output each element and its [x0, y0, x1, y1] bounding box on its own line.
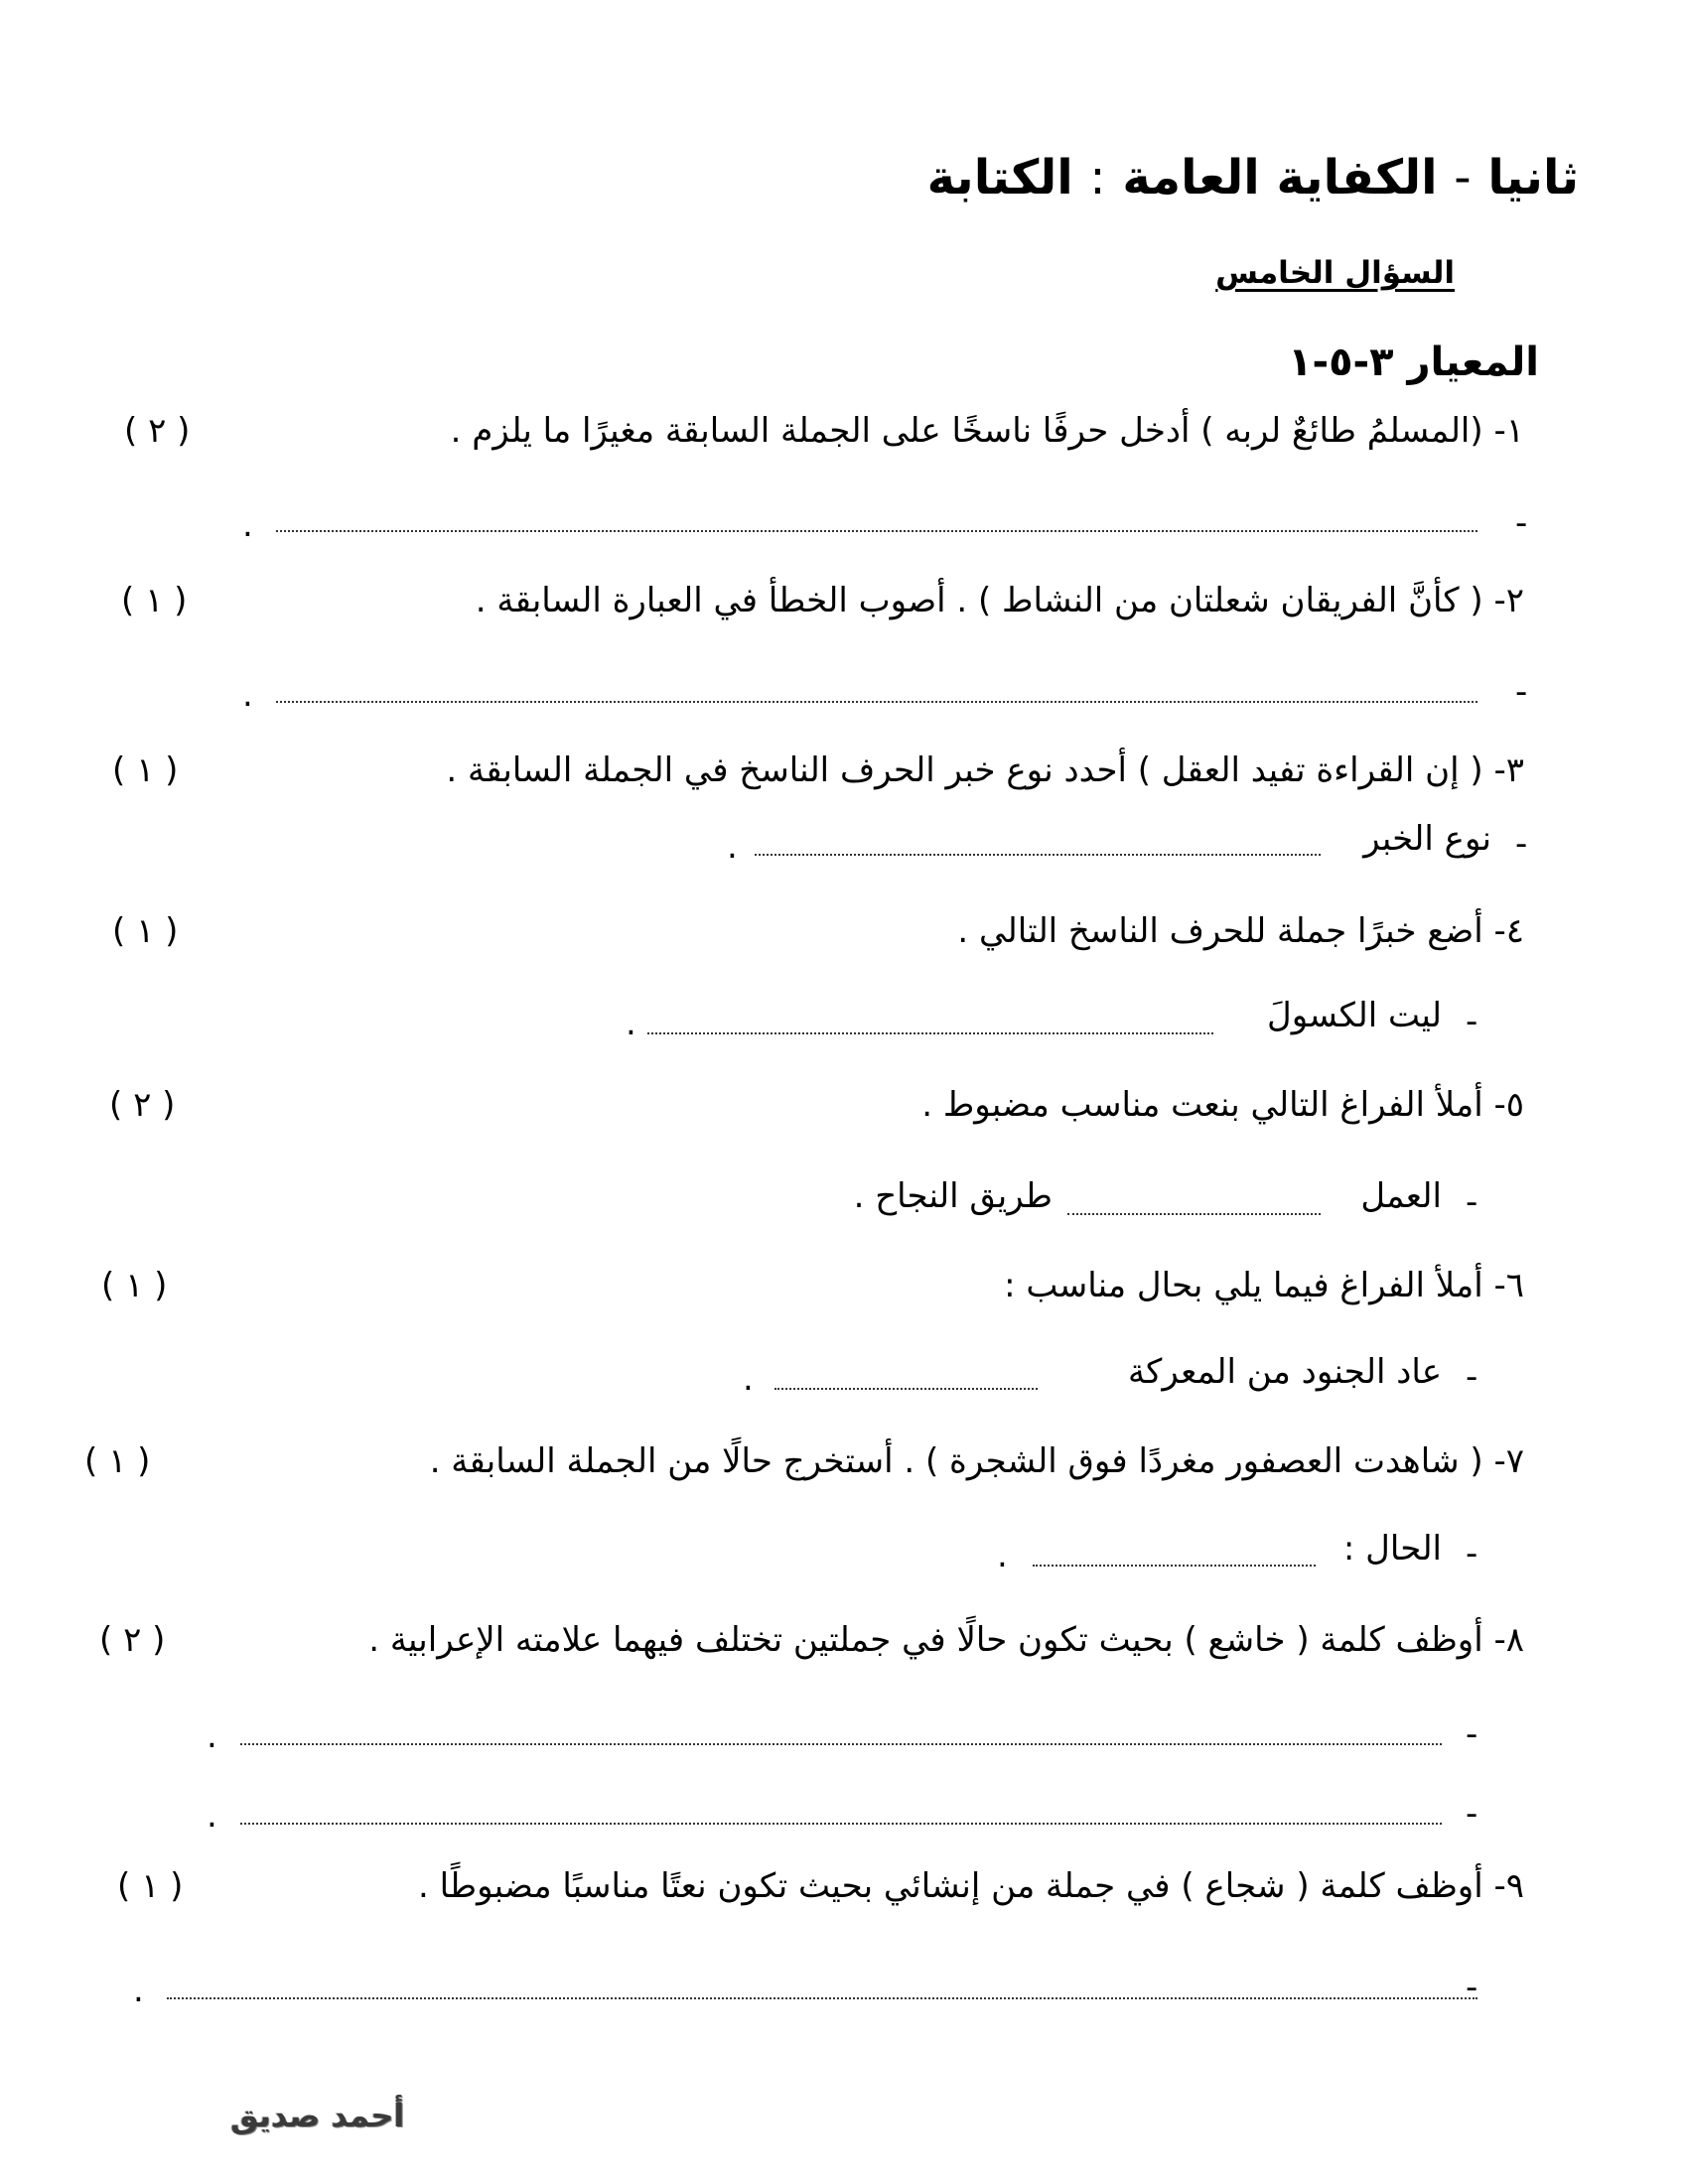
question-8-mark: ( ٢ ): [99, 1620, 166, 1660]
answer-8b-period: .: [207, 1796, 217, 1836]
answer-8b-dash: -: [1466, 1794, 1478, 1834]
question-2-mark: ( ١ ): [121, 581, 188, 620]
criterion-label: المعيار ٣-٥-١: [1288, 340, 1539, 385]
answer-7-line[interactable]: [1033, 1565, 1316, 1567]
answer-3-period: .: [727, 827, 738, 867]
question-9-mark: ( ١ ): [117, 1866, 184, 1906]
answer-6-label: عاد الجنود من المعركة: [1127, 1352, 1442, 1392]
answer-9-dash: -: [1466, 1968, 1478, 2007]
answer-5-dash: -: [1466, 1182, 1478, 1222]
answer-1-dash: -: [1515, 503, 1528, 543]
answer-1-period: .: [242, 505, 253, 545]
title-part: ثانيا: [1487, 150, 1579, 205]
question-6-mark: ( ١ ): [101, 1266, 168, 1305]
question-2-text: ٢- ( كأنَّ الفريقان شعلتان من النشاط ) . أصوب الخطأ في العبارة السابقة .: [475, 581, 1524, 620]
answer-2-dash: -: [1515, 672, 1528, 712]
question-heading: السؤال الخامس: [1215, 255, 1455, 291]
question-7-mark: ( ١ ): [84, 1441, 151, 1481]
answer-8a-dash: -: [1466, 1714, 1478, 1754]
answer-5-label: العمل: [1360, 1176, 1442, 1216]
answer-5-suffix: طريق النجاح .: [853, 1176, 1053, 1216]
title-colon: :: [1089, 150, 1106, 205]
answer-7-period: .: [997, 1536, 1008, 1575]
answer-6-dash: -: [1466, 1357, 1478, 1397]
answer-1-line[interactable]: [276, 530, 1477, 532]
question-5-text: ٥- أملأ الفراغ التالي بنعت مناسب مضبوط .: [921, 1085, 1524, 1125]
answer-8b-line[interactable]: [240, 1823, 1442, 1825]
question-3-mark: ( ١ ): [112, 751, 179, 790]
answer-8a-period: .: [207, 1716, 217, 1756]
question-4-mark: ( ١ ): [112, 911, 179, 951]
answer-6-period: .: [743, 1359, 754, 1399]
answer-4-line[interactable]: [647, 1032, 1213, 1034]
answer-5-blank[interactable]: [1067, 1213, 1321, 1215]
question-7-text: ٧- ( شاهدت العصفور مغردًا فوق الشجرة ) . أستخرج حالًا من الجملة السابقة .: [429, 1441, 1524, 1481]
question-5-mark: ( ٢ ): [109, 1085, 176, 1125]
answer-4-dash: -: [1466, 1002, 1478, 1041]
answer-4-period: .: [626, 1004, 636, 1043]
answer-3-label: نوع الخبر: [1363, 819, 1491, 859]
answer-9-line[interactable]: [167, 1997, 1477, 1999]
title-competency: الكفاية العامة: [1122, 150, 1438, 205]
question-3-text: ٣- ( إن القراءة تفيد العقل ) أحدد نوع خبر الحرف الناسخ في الجملة السابقة .: [446, 751, 1524, 790]
question-9-text: ٩- أوظف كلمة ( شجاع ) في جملة من إنشائي بحيث تكون نعتًا مناسبًا مضبوطًا .: [418, 1866, 1524, 1906]
answer-6-line[interactable]: [774, 1388, 1038, 1390]
question-1-text: ١- (المسلمُ طائعٌ لربه ) أدخل حرفًا ناسخًا على الجملة السابقة مغيرًا ما يلزم .: [450, 411, 1524, 451]
answer-3-line[interactable]: [755, 854, 1321, 856]
title-skill: الكتابة: [926, 150, 1073, 205]
answer-7-dash: -: [1466, 1534, 1478, 1573]
answer-9-period: .: [133, 1971, 144, 2010]
answer-4-label: ليت الكسولَ: [1267, 996, 1442, 1035]
signature: أحمد صديق: [230, 2097, 405, 2134]
question-8-text: ٨- أوظف كلمة ( خاشع ) بحيث تكون حالًا في جملتين تختلف فيهما علامته الإعرابية .: [368, 1620, 1524, 1660]
answer-2-period: .: [242, 675, 253, 715]
question-6-text: ٦- أملأ الفراغ فيما يلي بحال مناسب :: [1004, 1266, 1524, 1305]
page-title: [926, 150, 1579, 205]
answer-8a-line[interactable]: [240, 1743, 1442, 1745]
question-4-text: ٤- أضع خبرًا جملة للحرف الناسخ التالي .: [957, 911, 1524, 951]
answer-7-label: الحال :: [1342, 1529, 1442, 1569]
title-dash: -: [1454, 150, 1472, 205]
question-1-mark: ( ٢ ): [124, 411, 191, 451]
answer-3-dash: -: [1515, 824, 1528, 864]
answer-2-line[interactable]: [276, 701, 1477, 703]
